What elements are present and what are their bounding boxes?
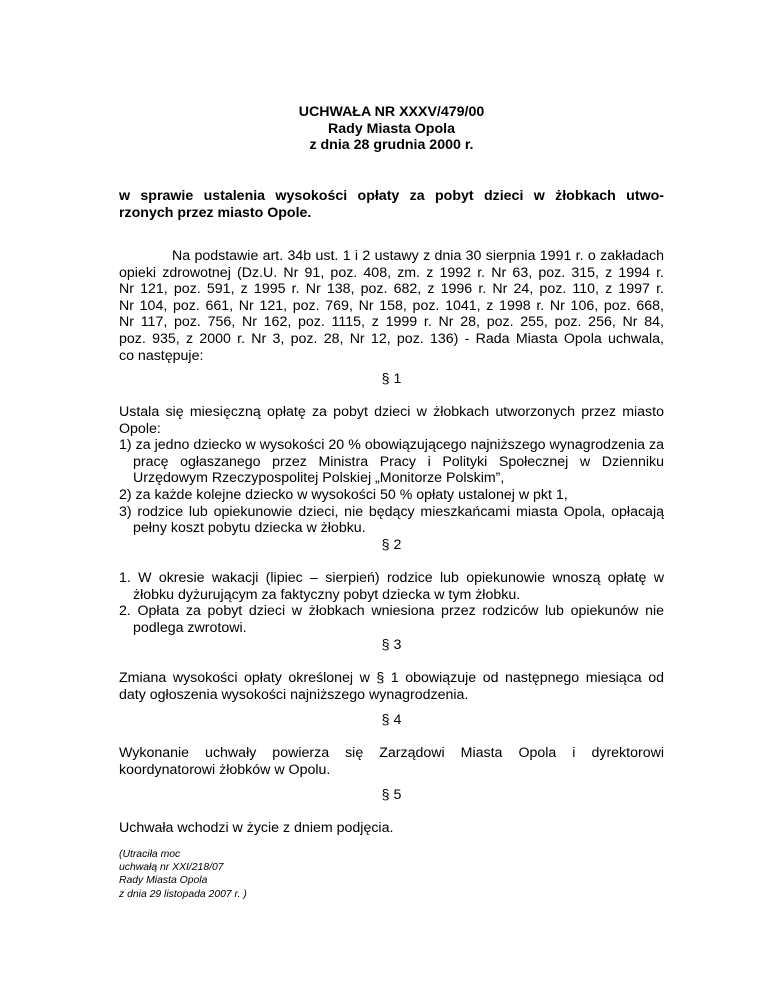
list-item: 2) za każde kolejne dziecko w wysokości 50 % opłaty ustalonej w pkt 1, bbox=[119, 486, 568, 503]
footnote-line: (Utraciła moc bbox=[119, 849, 181, 860]
section-3-text: Zmiana wysokości opłaty określonej w § 1 obowiązuje od następnego miesiąca od daty ogłoszenia wysokości najniższego wynagrodzenia. bbox=[119, 670, 664, 703]
intro-line: Nr 121, poz. 591, z 1995 r. Nr 138, poz. 682, z 1996 r. Nr 24, poz. 110, z 1997 r. bbox=[119, 281, 664, 298]
list-item: 1. W okresie wakacji (lipiec – sierpień) rodzice lub opiekunowie wnoszą opłatę w żłobku dyżurującym za faktyczny pobyt dziecka w tym żłobku. bbox=[119, 570, 664, 603]
section-4-body bbox=[119, 745, 664, 778]
resolution-date: z dnia 28 grudnia 2000 r. bbox=[309, 137, 474, 154]
section-4-heading: § 4 bbox=[381, 712, 402, 728]
list-item: 1) za jedno dziecko w wysokości 20 % obowiązującego najniższego wynagrodzenia za pracę ogłaszanego przez Ministra Pracy i Polityki Społecznej w Dzienniku Urzędowym Rzeczypospolitej Polskiej „Monitorze Polskim”, bbox=[119, 437, 664, 487]
section-1-lead: Ustala się miesięczną opłatę za pobyt dzieci w żłobkach utworzonych przez miasto Opole: bbox=[119, 404, 664, 437]
footnote-line: z dnia 29 listopada 2007 r. ) bbox=[119, 888, 247, 900]
list-item: 3) rodzice lub opiekunowie dzieci, nie będący mieszkańcami miasta Opola, opłacają pełny koszt pobytu dziecka w żłobku. bbox=[119, 503, 664, 537]
intro-line: co następuje: bbox=[119, 347, 204, 364]
section-1-body bbox=[119, 404, 664, 537]
resolution-number: UCHWAŁA NR XXXV/479/00 bbox=[298, 104, 485, 120]
subject-line: rzonych przez miasto Opole. bbox=[119, 204, 312, 221]
intro-line: poz. 935, z 2000 r. Nr 3, poz. 28, Nr 12, poz. 136) - Rada Miasta Opola uchwala, bbox=[119, 330, 664, 347]
footnote-line: uchwałą nr XXI/218/07 bbox=[119, 862, 224, 874]
subject-line: w sprawie ustalenia wysokości opłaty za pobyt dzieci w żłobkach utwo- bbox=[119, 188, 664, 204]
intro-line: Na podstawie art. 34b ust. 1 i 2 ustawy z dnia 30 sierpnia 1991 r. o zakładach bbox=[172, 248, 664, 264]
document-title-block bbox=[119, 104, 664, 154]
expiry-footnote bbox=[119, 848, 247, 901]
intro-line: opieki zdrowotnej (Dz.U. Nr 91, poz. 408, zm. z 1992 r. Nr 63, poz. 315, z 1994 r. bbox=[119, 264, 664, 281]
footnote-line: Rady Miasta Opola bbox=[119, 875, 208, 887]
section-5-text: Uchwała wchodzi w życie z dniem podjęcia. bbox=[119, 820, 394, 836]
intro-line: Nr 117, poz. 756, Nr 162, poz. 1115, z 1999 r. Nr 28, poz. 255, poz. 256, Nr 84, bbox=[119, 314, 664, 331]
section-3-heading: § 3 bbox=[381, 637, 402, 653]
section-1-heading: § 1 bbox=[381, 371, 402, 387]
legal-basis-paragraph bbox=[119, 248, 664, 364]
section-5-heading: § 5 bbox=[381, 787, 402, 803]
intro-line: Nr 104, poz. 661, Nr 121, poz. 769, Nr 158, poz. 1041, z 1998 r. Nr 106, poz. 668, bbox=[119, 297, 664, 314]
section-2-body bbox=[119, 570, 664, 636]
list-item: 2. Opłata za pobyt dzieci w żłobkach wniesiona przez rodziców lub opiekunów nie podlega zwrotowi. bbox=[119, 603, 664, 636]
section-2-heading: § 2 bbox=[381, 537, 402, 553]
section-4-line: koordynatorowi żłobków w Opolu. bbox=[119, 761, 331, 778]
section-4-line: Wykonanie uchwały powierza się Zarządowi Miasta Opola i dyrektorowi bbox=[119, 745, 664, 761]
section-1-list bbox=[119, 437, 664, 537]
issuer: Rady Miasta Opola bbox=[328, 120, 455, 137]
section-2-list bbox=[119, 570, 664, 636]
resolution-subject bbox=[119, 188, 664, 221]
